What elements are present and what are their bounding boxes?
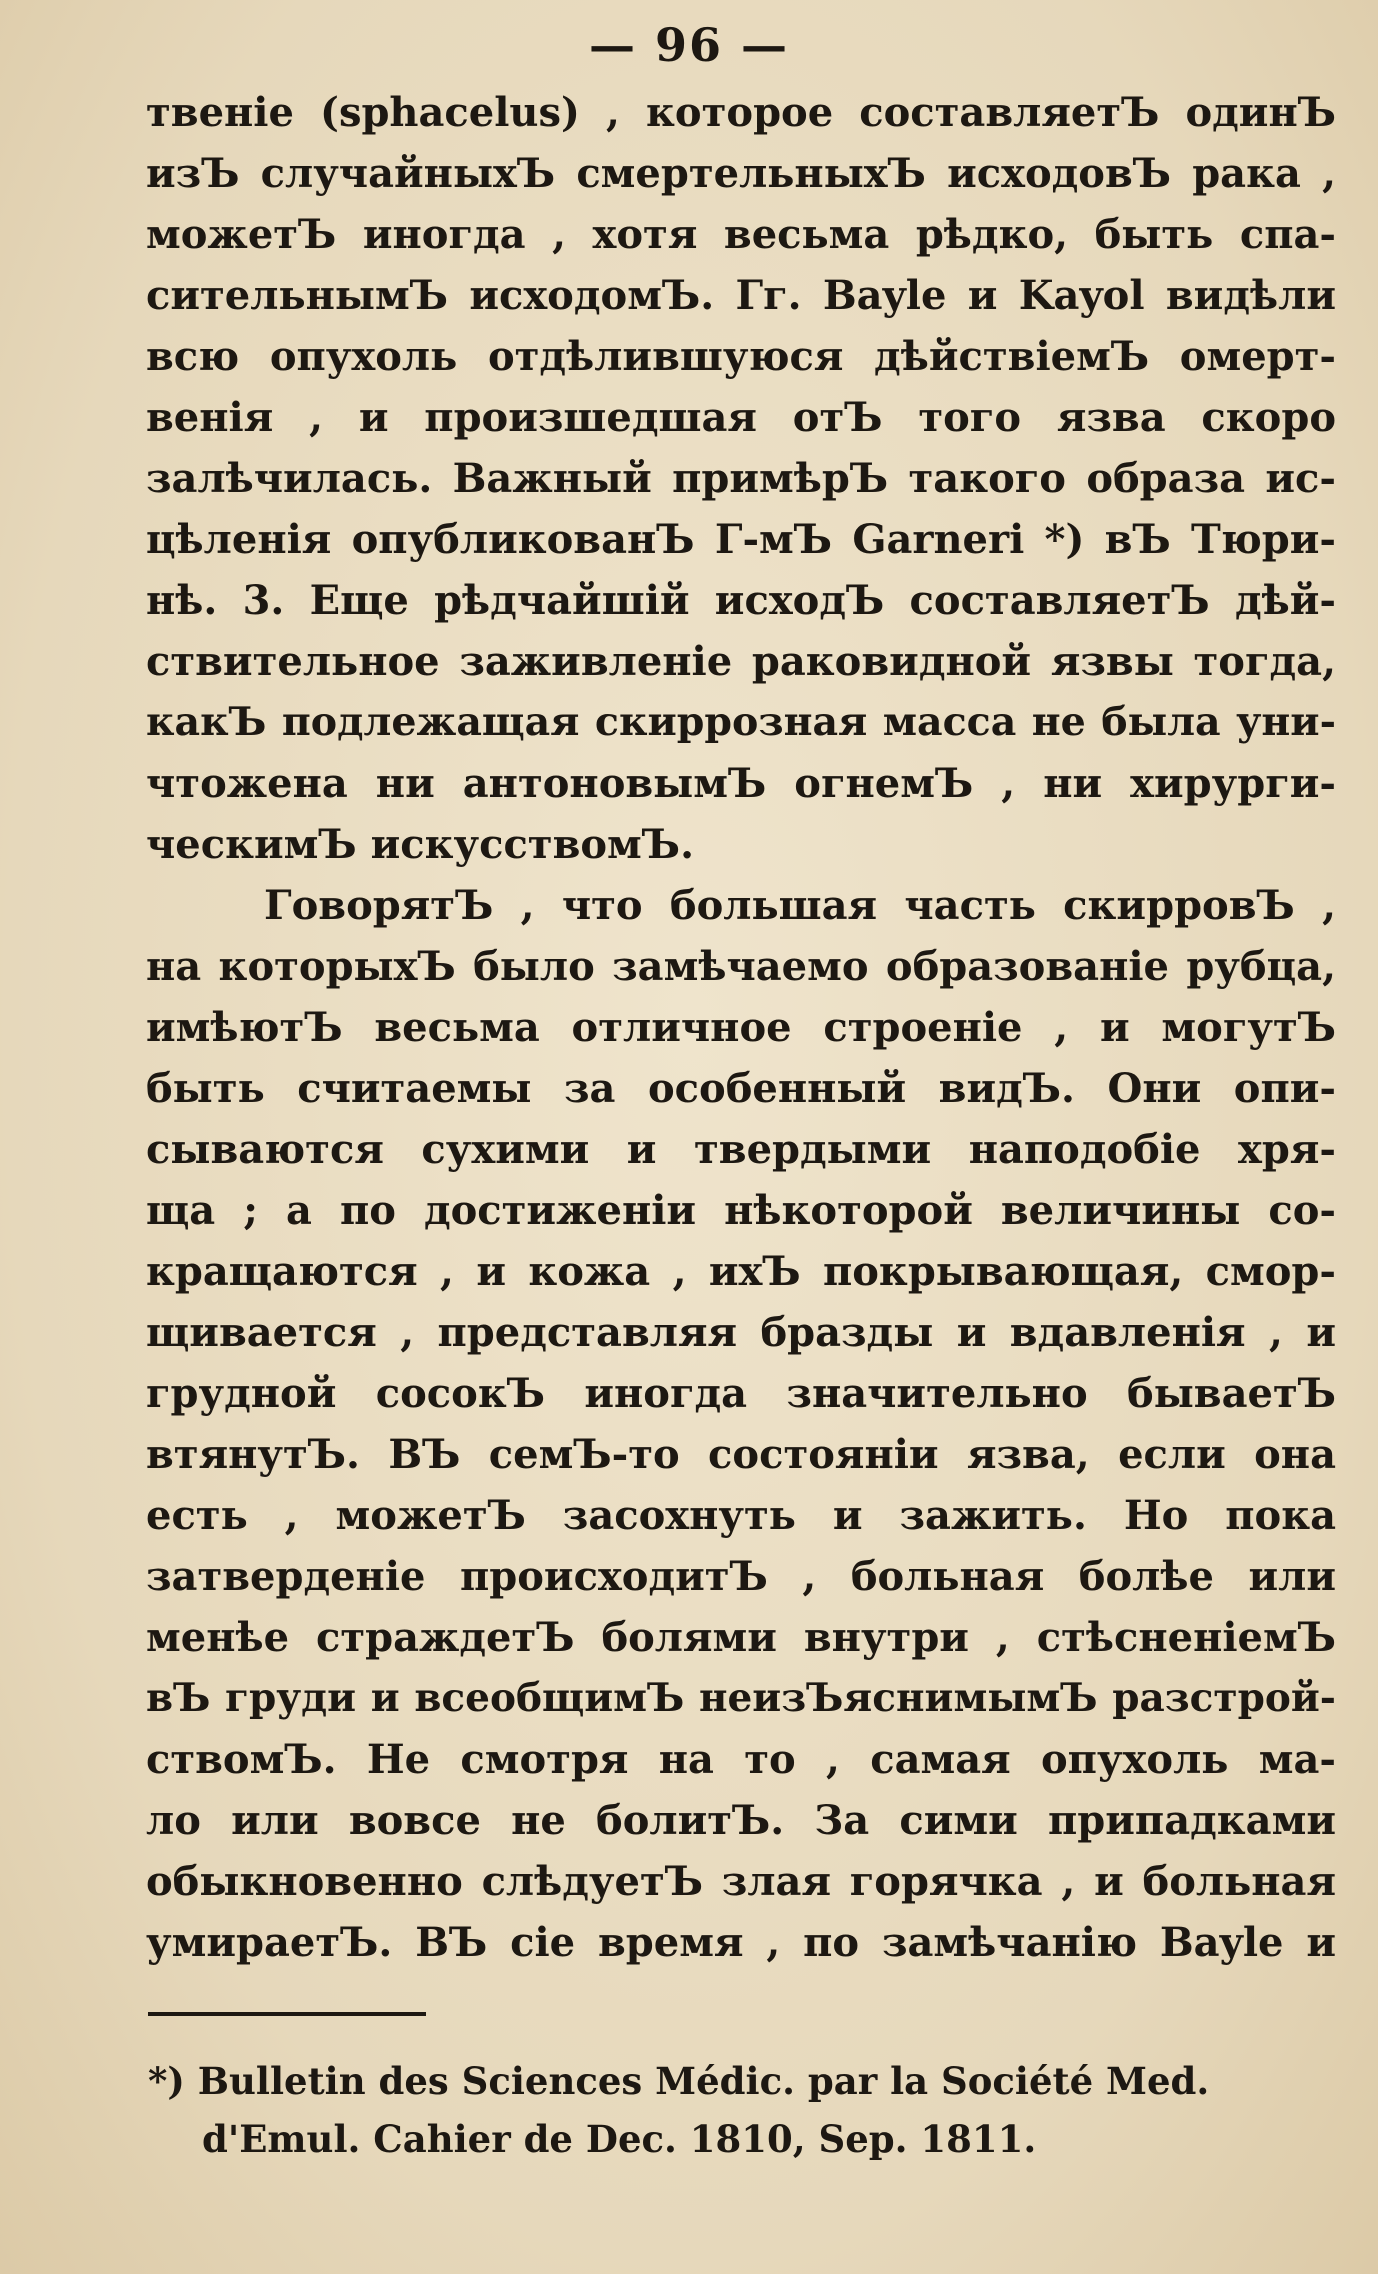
- text-line: какЪ подлежащая скиррозная масса не была уни-: [146, 699, 1336, 745]
- footnote-line: *) Bulletin des Sciences Médic. par la Société Med.: [148, 2059, 1210, 2103]
- text-line: венiя , и произшедшая отЪ того язва скоро: [146, 394, 1336, 441]
- text-line: на которыхЪ было замѣчаемо образованiе рубца,: [146, 943, 1336, 990]
- text-line: затверденiе происходитЪ , больная болѣе или: [146, 1553, 1336, 1600]
- text-line: вЪ груди и всеобщимЪ неизЪяснимымЪ разстрой-: [146, 1675, 1336, 1721]
- footnote-divider: [148, 2012, 426, 2016]
- paragraph-start-line: ГоворятЪ , что большая часть скирровЪ ,: [264, 882, 1336, 929]
- text-line: изЪ случайныхЪ смертельныхЪ исходовЪ рака ,: [146, 150, 1336, 197]
- text-line: нѣ. 3. Еще рѣдчайшiй исходЪ составляетЪ дѣй-: [146, 577, 1336, 624]
- text-line: ствомЪ. Не смотря на то , самая опухоль ма-: [146, 1736, 1336, 1783]
- page-number: — 96 —: [588, 18, 790, 72]
- footnote: [148, 2052, 1336, 2168]
- text-line: умираетЪ. ВЪ сiе время , по замѣчанiю Bayle и: [146, 1919, 1336, 1966]
- text-line: имѣютЪ весьма отличное строенiе , и могутЪ: [146, 1004, 1336, 1051]
- text-line: можетЪ иногда , хотя весьма рѣдко, быть спа-: [146, 211, 1336, 258]
- text-line: цѣленiя опубликованЪ Г-мЪ Garneri *) вЪ Тюри-: [146, 516, 1336, 563]
- text-line: ло или вовсе не болитЪ. За сими припадками: [146, 1797, 1336, 1844]
- text-line: втянутЪ. ВЪ семЪ-то состоянiи язва, если она: [146, 1431, 1336, 1478]
- text-line: ствительное заживленiе раковидной язвы тогда,: [146, 638, 1336, 685]
- text-line: ческимЪ искусствомЪ.: [146, 821, 694, 868]
- text-line: чтожена ни антоновымЪ огнемЪ , ни хирурги-: [146, 760, 1336, 807]
- text-line: ща ; а по достиженiи нѣкоторой величины со-: [146, 1187, 1336, 1234]
- text-line: кращаются , и кожа , ихЪ покрывающая, смор-: [146, 1248, 1336, 1295]
- text-line: твенie (sphacelus) , которое составляетЪ одинЪ: [146, 89, 1336, 136]
- text-line: обыкновенно слѣдуетЪ злая горячка , и больная: [146, 1858, 1336, 1905]
- footnote-line: d'Emul. Cahier de Dec. 1810, Sep. 1811.: [202, 2117, 1037, 2161]
- text-line: залѣчилась. Важный примѣрЪ такого образа ис-: [146, 455, 1336, 502]
- text-line: всю опухоль отдѣлившуюся дѣйствieмЪ омерт-: [146, 333, 1336, 380]
- text-line: сываются сухими и твердыми наподобiе хря-: [146, 1126, 1336, 1173]
- body-text: [146, 82, 1336, 1973]
- text-line: сительнымЪ исходомЪ. Гг. Bayle и Kayol видѣли: [146, 272, 1336, 319]
- text-line: грудной сосокЪ иногда значительно бываетЪ: [146, 1370, 1336, 1417]
- text-line: быть считаемы за особенный видЪ. Они опи-: [146, 1065, 1336, 1112]
- text-line: есть , можетЪ засохнуть и зажить. Но пока: [146, 1492, 1336, 1539]
- text-line: щивается , представляя бразды и вдавленiя , и: [146, 1309, 1336, 1356]
- text-line: менѣе страждетЪ болями внутри , стѣсненiемЪ: [146, 1614, 1336, 1661]
